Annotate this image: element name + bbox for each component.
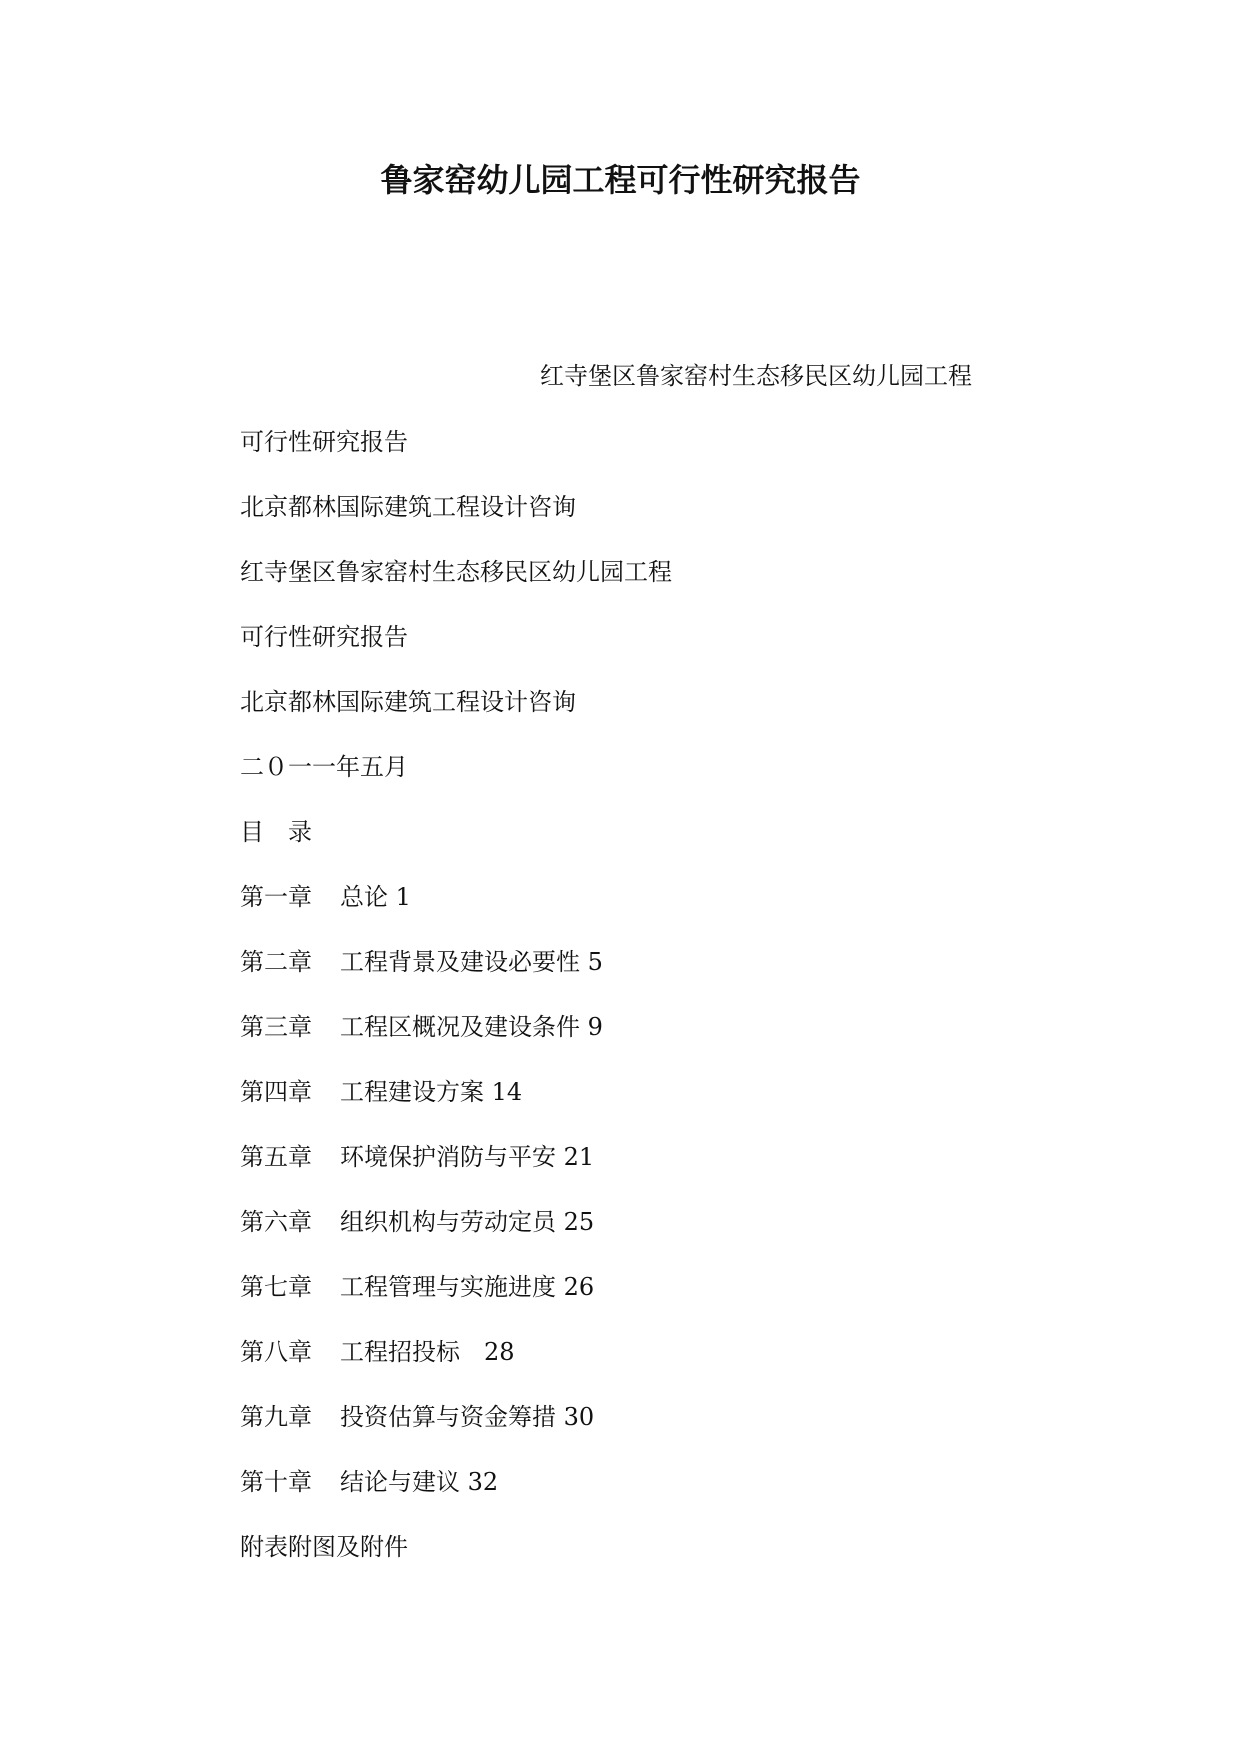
toc-chapter-title: 总论 1	[340, 883, 411, 911]
toc-heading-right: 录	[288, 818, 312, 846]
toc-chapter-number: 第十章	[240, 1468, 312, 1496]
toc-appendix[interactable]: 附表附图及附件	[240, 1533, 408, 1561]
toc-chapter-number: 第一章	[240, 883, 312, 911]
cover-line: 北京都林国际建筑工程设计咨询	[240, 688, 576, 716]
toc-chapter-number: 第五章	[240, 1143, 312, 1171]
toc-entry[interactable]	[240, 1401, 672, 1466]
toc-chapter-title: 工程招投标 28	[340, 1338, 515, 1366]
toc-chapter-number: 第七章	[240, 1273, 312, 1301]
toc-entry[interactable]	[240, 881, 672, 946]
toc-chapter-number: 第九章	[240, 1403, 312, 1431]
toc-chapter-number: 第三章	[240, 1013, 312, 1041]
toc-entry[interactable]	[240, 1271, 672, 1336]
toc-chapter-title: 环境保护消防与平安 21	[340, 1143, 595, 1171]
toc-chapter-title: 工程背景及建设必要性 5	[340, 948, 603, 976]
toc-chapter-number: 第二章	[240, 948, 312, 976]
toc-entry[interactable]	[240, 946, 672, 1011]
date-line: 二０一一年五月	[240, 753, 408, 781]
toc-heading	[240, 816, 672, 881]
toc-entry[interactable]	[240, 1336, 672, 1401]
toc-entry[interactable]	[240, 1076, 672, 1141]
project-subtitle: 红寺堡区鲁家窑村生态移民区幼儿园工程	[540, 362, 972, 390]
cover-line: 北京都林国际建筑工程设计咨询	[240, 493, 576, 521]
toc-entry[interactable]	[240, 1141, 672, 1206]
toc-entry[interactable]	[240, 1206, 672, 1271]
toc-chapter-title: 组织机构与劳动定员 25	[340, 1208, 595, 1236]
cover-line: 可行性研究报告	[240, 428, 408, 456]
toc-chapter-title: 工程区概况及建设条件 9	[340, 1013, 603, 1041]
toc-chapter-number: 第八章	[240, 1338, 312, 1366]
cover-line: 红寺堡区鲁家窑村生态移民区幼儿园工程	[240, 558, 672, 586]
toc-entry[interactable]	[240, 1466, 672, 1531]
document-title: 鲁家窑幼儿园工程可行性研究报告	[380, 161, 861, 199]
toc-chapter-number: 第六章	[240, 1208, 312, 1236]
toc-chapter-title: 工程建设方案 14	[340, 1078, 523, 1106]
toc-chapter-title: 工程管理与实施进度 26	[340, 1273, 595, 1301]
cover-line: 可行性研究报告	[240, 623, 408, 651]
toc-chapter-title: 结论与建议 32	[340, 1468, 499, 1496]
document-body	[240, 426, 672, 1596]
toc-chapter-number: 第四章	[240, 1078, 312, 1106]
toc-chapter-title: 投资估算与资金筹措 30	[340, 1403, 595, 1431]
toc-entry[interactable]	[240, 1011, 672, 1076]
toc-heading-left: 目	[240, 818, 264, 846]
